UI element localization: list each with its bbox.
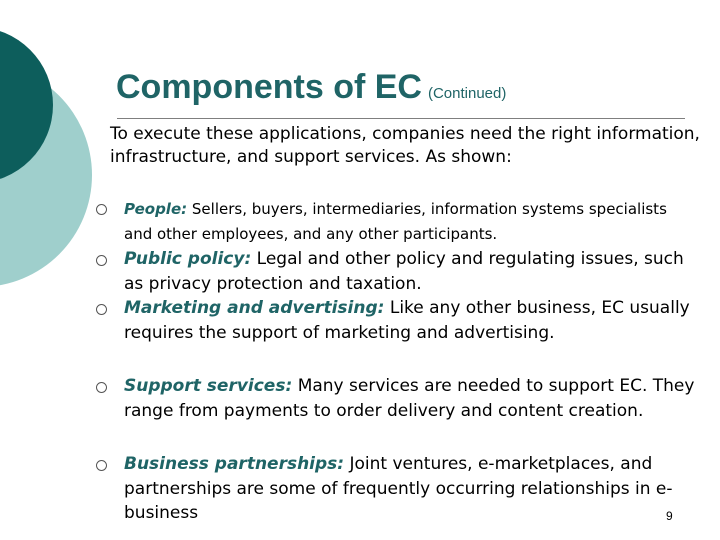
intro-paragraph: To execute these applications, companies need the right information, infrastructure, and support services. As shown: — [110, 124, 700, 167]
item-separator: : — [377, 298, 385, 318]
item-term: Business partnerships — [124, 454, 338, 474]
item-text: Joint ventures, e-marketplaces, and partnerships are some of frequently occurring relationships in e-business — [124, 454, 673, 523]
bullet-icon — [96, 382, 107, 393]
item-separator: : — [337, 454, 345, 474]
item-text: Legal and other policy and regulating issues, such as privacy protection and taxation. — [124, 249, 684, 294]
item-term: Marketing and advertising — [124, 298, 378, 318]
list-item-business-partnerships — [124, 452, 704, 526]
item-term: Support services — [124, 376, 286, 396]
list-item-support-services — [124, 374, 704, 423]
bullet-icon — [96, 304, 107, 315]
item-separator: : — [244, 249, 252, 269]
item-term: People — [124, 200, 182, 218]
bullet-icon — [96, 255, 107, 266]
item-separator: : — [285, 376, 293, 396]
bullet-icon — [96, 460, 107, 471]
title-divider — [117, 118, 685, 119]
item-text: Many services are needed to support EC. They range from payments to order delivery and content creation. — [124, 376, 695, 421]
page-number: 9 — [666, 509, 673, 523]
bullet-icon — [96, 204, 107, 215]
item-text: Like any other business, EC usually requires the support of marketing and advertising. — [124, 298, 690, 343]
item-term: Public policy — [124, 249, 245, 269]
title-main: Components of EC — [116, 68, 422, 106]
slide-title — [116, 68, 506, 107]
list-item-people — [124, 197, 699, 247]
list-item-public-policy — [124, 247, 704, 296]
item-separator: : — [181, 200, 188, 218]
item-text: Sellers, buyers, intermediaries, information systems specialists and other employees, and any other participants. — [124, 200, 667, 243]
title-suffix: (Continued) — [427, 85, 507, 102]
list-item-marketing — [124, 296, 704, 345]
